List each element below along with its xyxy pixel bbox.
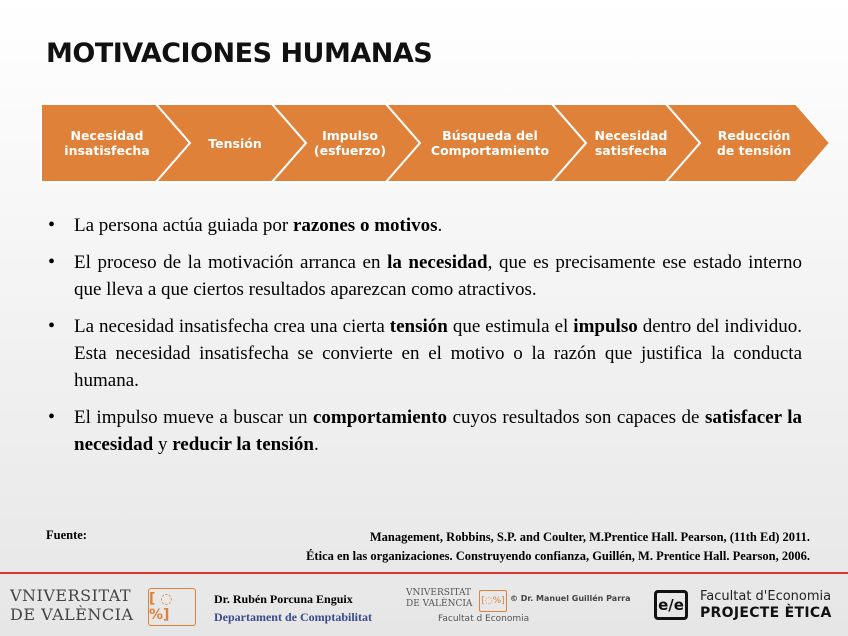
bullet-item: • La necesidad insatisfecha crea una cierta tensión que estimula el impulso dentro del individuo. Esta necesidad insatisfecha se convierte en el motivo o la razón que justifica la conducta humana. <box>46 313 802 394</box>
universitat-valencia-small-logo: VNIVERSITAT DE VALÈNCIA <box>406 588 473 609</box>
author-department: Departament de Comptabilitat <box>214 610 372 624</box>
author-block <box>214 590 372 626</box>
bullet-item: • El proceso de la motivación arranca en la necesidad, que es precisamente ese estado interno que lleva a que ciertos resultados aparezcan como atractivos. <box>46 249 802 303</box>
uv-percent-icon: [ ◌ %] <box>148 588 196 626</box>
process-step-3-label: Impulso (esfuerzo) <box>313 128 387 158</box>
page-title: MOTIVACIONES HUMANAS <box>46 38 433 69</box>
copyright-author: © Dr. Manuel Guillén Parra <box>510 594 631 603</box>
bullet-item: • El impulso mueve a buscar un comportamiento cuyos resultados son capaces de satisfacer la necesidad y reducir la tensión. <box>46 404 802 458</box>
reference-2: Ética en las organizaciones. Construyendo confianza, Guillén, M. Prentice Hall. Pearson, 2006. <box>306 549 810 563</box>
universitat-valencia-logo: VNIVERSITAT DE VALÈNCIA <box>10 586 134 624</box>
process-step-6-label: Reducción de tensión <box>716 128 792 158</box>
footer-divider <box>0 572 848 574</box>
reference-1: Management, Robbins, S.P. and Coulter, M.Prentice Hall. Pearson, (11th Ed) 2011. <box>369 530 810 544</box>
uv-small-percent-icon: [◌%] <box>479 590 507 612</box>
bullet-item: • La persona actúa guiada por razones o motivos. <box>46 212 802 239</box>
source-label: Fuente: <box>46 528 87 542</box>
process-step-4-label: Búsqueda del Comportamiento <box>430 128 550 158</box>
facultat-economia-small: Facultat d Economia <box>438 614 530 624</box>
author-name: Dr. Rubén Porcuna Enguix <box>214 592 353 606</box>
source-references <box>306 528 810 566</box>
bullet-list <box>46 212 802 468</box>
motivation-process-diagram <box>40 103 832 183</box>
process-step-2-label: Tensión <box>208 135 262 151</box>
process-step-5-label: Necesidad satisfecha <box>594 128 668 158</box>
projecte-etica-logo: Facultat d'Economia PROJECTE ÈTICA <box>700 589 832 621</box>
process-step-1-label: Necesidad insatisfecha <box>64 128 150 158</box>
ee-logo-icon: e/e <box>654 590 688 620</box>
